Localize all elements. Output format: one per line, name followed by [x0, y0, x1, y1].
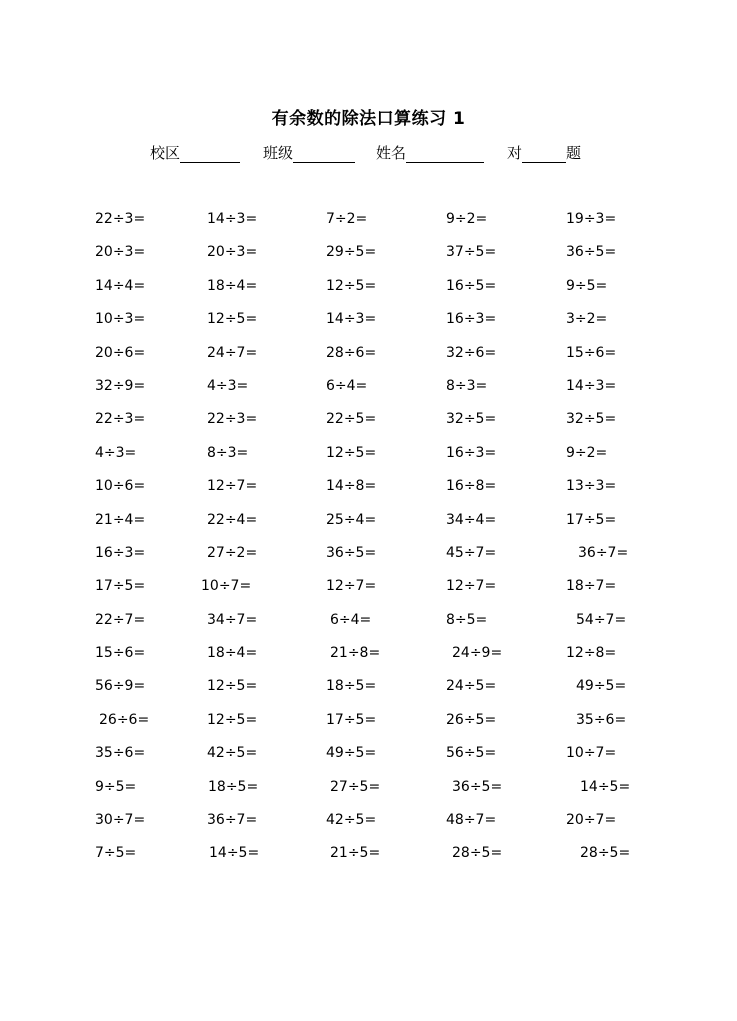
problem-row: [0, 275, 737, 308]
division-problem: 54÷7=: [576, 611, 627, 628]
division-problem: 8÷5=: [446, 611, 488, 628]
division-problem: 36÷7=: [578, 544, 629, 561]
division-problem: 18÷7=: [566, 578, 617, 595]
division-problem: 22÷3=: [207, 411, 258, 428]
division-problem: 24÷7=: [207, 344, 258, 361]
division-problem: 20÷3=: [207, 244, 258, 261]
class-field: [263, 142, 355, 163]
division-problem: 14÷5=: [209, 845, 260, 862]
problem-row: [0, 442, 737, 475]
division-problem: 10÷6=: [95, 478, 146, 495]
division-problem: 21÷5=: [330, 845, 381, 862]
division-problem: 8÷3=: [207, 444, 249, 461]
division-problem: 12÷7=: [207, 478, 258, 495]
division-problem: 56÷9=: [95, 678, 146, 695]
division-problem: 24÷9=: [452, 645, 503, 662]
problem-row: [0, 408, 737, 441]
division-problem: 12÷5=: [326, 444, 377, 461]
problem-row: [0, 642, 737, 675]
division-problem: 29÷5=: [326, 244, 377, 261]
problem-row: [0, 776, 737, 809]
division-problem: 28÷5=: [580, 845, 631, 862]
division-problem: 32÷5=: [446, 411, 497, 428]
division-problem: 36÷5=: [566, 244, 617, 261]
problem-row: [0, 308, 737, 341]
division-problem: 36÷5=: [452, 778, 503, 795]
division-problem: 22÷3=: [95, 211, 146, 227]
division-problem: 25÷4=: [326, 511, 377, 528]
division-problem: 42÷5=: [207, 745, 258, 762]
division-problem: 22÷4=: [207, 511, 258, 528]
division-problem: 7÷5=: [95, 845, 137, 862]
division-problem: 34÷4=: [446, 511, 497, 528]
division-problem: 26÷5=: [446, 711, 497, 728]
problem-row: [0, 475, 737, 508]
division-problem: 15÷6=: [95, 645, 146, 662]
division-problem: 17÷5=: [566, 511, 617, 528]
division-problem: 9÷5=: [566, 277, 608, 294]
problem-row: [0, 809, 737, 842]
division-problem: 14÷3=: [566, 377, 617, 394]
problem-row: [0, 342, 737, 375]
division-problem: 56÷5=: [446, 745, 497, 762]
division-problem: 9÷5=: [95, 778, 137, 795]
division-problem: 14÷3=: [207, 211, 258, 227]
name-label: 姓名: [376, 144, 407, 162]
division-problem: 30÷7=: [95, 812, 146, 829]
division-problem: 20÷7=: [566, 812, 617, 829]
division-problem: 48÷7=: [446, 812, 497, 829]
name-field: [376, 142, 484, 163]
problem-row: [0, 842, 737, 875]
division-problem: 14÷8=: [326, 478, 377, 495]
division-problem: 14÷4=: [95, 277, 146, 294]
division-problem: 20÷3=: [95, 244, 146, 261]
division-problem: 18÷5=: [208, 778, 259, 795]
division-problem: 13÷3=: [566, 478, 617, 495]
campus-label: 校区: [150, 144, 181, 162]
division-problem: 16÷8=: [446, 478, 497, 495]
division-problem: 10÷7=: [201, 578, 252, 595]
problem-row: [0, 609, 737, 642]
division-problem: 24÷5=: [446, 678, 497, 695]
division-problem: 36÷5=: [326, 544, 377, 561]
class-label: 班级: [263, 144, 294, 162]
division-problem: 22÷7=: [95, 611, 146, 628]
division-problem: 14÷5=: [580, 778, 631, 795]
division-problem: 22÷5=: [326, 411, 377, 428]
division-problem: 34÷7=: [207, 611, 258, 628]
problem-row: [0, 208, 737, 241]
division-problem: 21÷8=: [330, 645, 381, 662]
problem-row: [0, 575, 737, 608]
division-problem: 18÷4=: [207, 277, 258, 294]
division-problem: 42÷5=: [326, 812, 377, 829]
class-blank: [293, 146, 355, 163]
division-problem: 3÷2=: [566, 311, 608, 328]
division-problem: 12÷7=: [326, 578, 377, 595]
division-problem: 15÷6=: [566, 344, 617, 361]
division-problem: 12÷7=: [446, 578, 497, 595]
division-problem: 16÷5=: [446, 277, 497, 294]
problem-grid: [0, 208, 737, 876]
division-problem: 7÷2=: [326, 211, 368, 227]
problem-row: [0, 375, 737, 408]
division-problem: 4÷3=: [207, 377, 249, 394]
correct-label: 对: [507, 144, 523, 162]
division-problem: 12÷5=: [326, 277, 377, 294]
problem-row: [0, 709, 737, 742]
division-problem: 9÷2=: [566, 444, 608, 461]
division-problem: 19÷3=: [566, 211, 617, 227]
division-problem: 27÷2=: [207, 544, 258, 561]
division-problem: 36÷7=: [207, 812, 258, 829]
division-problem: 12÷5=: [207, 711, 258, 728]
campus-field: [150, 142, 240, 163]
division-problem: 18÷4=: [207, 645, 258, 662]
division-problem: 26÷6=: [99, 711, 150, 728]
division-problem: 8÷3=: [446, 377, 488, 394]
problem-row: [0, 742, 737, 775]
page-title: 有余数的除法口算练习 1: [271, 109, 466, 129]
division-problem: 27÷5=: [330, 778, 381, 795]
problem-row: [0, 509, 737, 542]
division-problem: 14÷3=: [326, 311, 377, 328]
division-problem: 6÷4=: [330, 611, 372, 628]
division-problem: 49÷5=: [576, 678, 627, 695]
problem-row: [0, 241, 737, 274]
division-problem: 32÷9=: [95, 377, 146, 394]
division-problem: 35÷6=: [576, 711, 627, 728]
division-problem: 16÷3=: [446, 444, 497, 461]
questions-label: 题: [566, 144, 582, 162]
division-problem: 9÷2=: [446, 211, 488, 227]
division-problem: 32÷6=: [446, 344, 497, 361]
campus-blank: [180, 146, 240, 163]
division-problem: 37÷5=: [446, 244, 497, 261]
division-problem: 12÷5=: [207, 311, 258, 328]
division-problem: 21÷4=: [95, 511, 146, 528]
correct-count-field: [507, 142, 581, 163]
division-problem: 22÷3=: [95, 411, 146, 428]
division-problem: 20÷6=: [95, 344, 146, 361]
division-problem: 28÷6=: [326, 344, 377, 361]
division-problem: 17÷5=: [326, 711, 377, 728]
division-problem: 35÷6=: [95, 745, 146, 762]
division-problem: 32÷5=: [566, 411, 617, 428]
problem-row: [0, 542, 737, 575]
problem-row: [0, 675, 737, 708]
division-problem: 16÷3=: [95, 544, 146, 561]
division-problem: 12÷8=: [566, 645, 617, 662]
division-problem: 12÷5=: [207, 678, 258, 695]
division-problem: 45÷7=: [446, 544, 497, 561]
division-problem: 10÷7=: [566, 745, 617, 762]
name-blank: [406, 146, 484, 163]
division-problem: 17÷5=: [95, 578, 146, 595]
division-problem: 6÷4=: [326, 377, 368, 394]
division-problem: 16÷3=: [446, 311, 497, 328]
division-problem: 49÷5=: [326, 745, 377, 762]
division-problem: 28÷5=: [452, 845, 503, 862]
division-problem: 10÷3=: [95, 311, 146, 328]
division-problem: 18÷5=: [326, 678, 377, 695]
division-problem: 4÷3=: [95, 444, 137, 461]
correct-blank: [522, 146, 566, 163]
